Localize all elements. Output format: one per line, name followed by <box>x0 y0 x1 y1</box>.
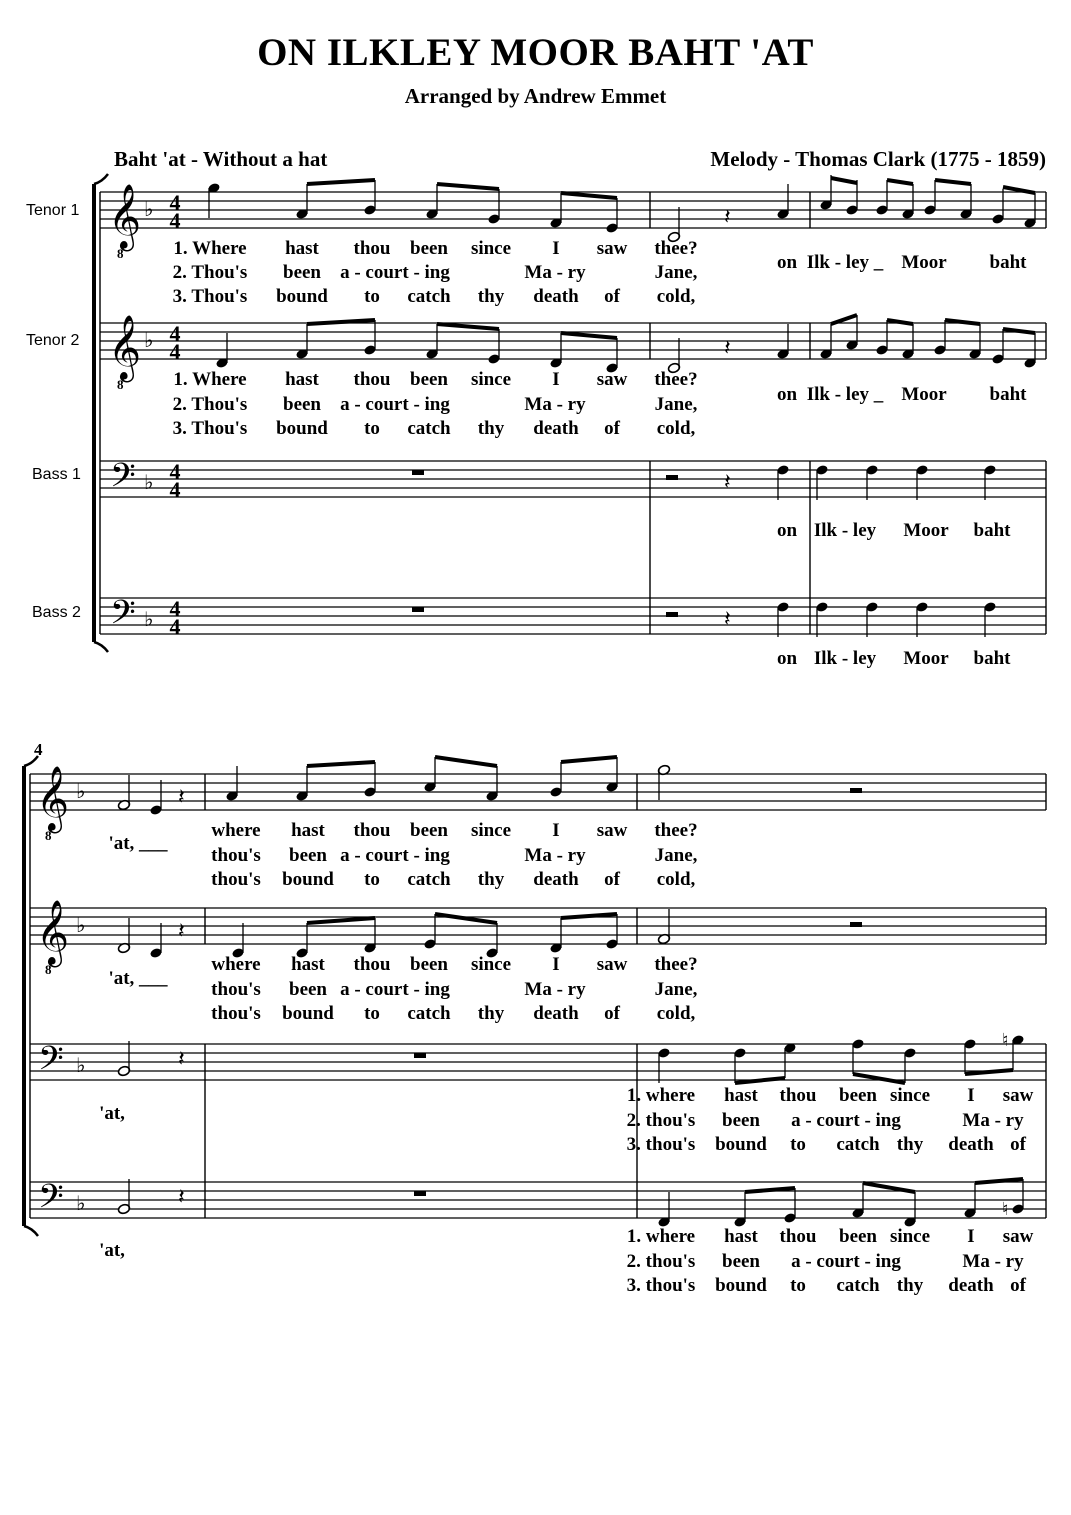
key-flat: ♭ <box>76 1191 86 1215</box>
natural-sign: ♮ <box>1002 1030 1009 1051</box>
tenor2-lyric: thou's <box>211 979 261 1000</box>
tenor1-lyric: to <box>364 869 380 890</box>
tenor2-at: 'at, ___ <box>108 968 168 989</box>
tenor1-lyric: saw <box>596 238 628 259</box>
octave-mark: 8 <box>117 246 124 261</box>
tenor2-lyric: catch <box>407 1003 451 1024</box>
time-sig-bottom: 4 <box>169 614 181 639</box>
bass1-at: 'at, <box>99 1103 125 1124</box>
bracket-end <box>94 642 108 652</box>
tenor2-lyric: since <box>470 954 512 975</box>
tenor2-lyric: a - court - ing <box>340 979 450 1000</box>
time-sig-top: 4 <box>169 321 181 346</box>
tenor2-lyric: I <box>552 954 560 975</box>
tenor2-lyric: death <box>533 1003 579 1024</box>
quarter-rest: 𝄽 <box>724 470 731 495</box>
bass2-lyric: 2. thou's <box>626 1251 696 1272</box>
tenor2-lyric: a - court - ing <box>340 394 450 415</box>
bass-clef: 𝄢 <box>38 1040 64 1086</box>
quarter-rest: 𝄽 <box>178 1185 185 1210</box>
quarter-rest: 𝄽 <box>178 1047 185 1072</box>
tenor2-lyric: thy <box>477 1003 505 1024</box>
tenor2-lyric: bound <box>276 418 328 439</box>
bass2-lyric: 3. thou's <box>626 1275 696 1296</box>
beam <box>887 180 913 184</box>
tenor2-lyric: saw <box>596 369 628 390</box>
tenor1-lyric: where <box>211 820 261 841</box>
time-sig-bottom: 4 <box>169 339 181 364</box>
quarter-rest: 𝄽 <box>724 607 731 632</box>
tenor2-lyric: thee? <box>654 954 698 975</box>
subtitle: Baht 'at - Without a hat <box>114 147 328 171</box>
tenor1-at: 'at, ___ <box>108 833 168 854</box>
lyrics <box>99 238 1034 1296</box>
tenor1-lyric: I <box>552 820 560 841</box>
tenor2-lyric: 1. Where <box>173 369 247 390</box>
bass2-lyric: since <box>889 1226 931 1247</box>
time-sig-bottom: 4 <box>169 208 181 233</box>
tenor2-lyric: catch <box>407 418 451 439</box>
bass2-refrain: Moor <box>903 648 949 669</box>
tenor2-lyric: hast <box>291 954 325 975</box>
tenor1-lyric: been <box>289 845 327 866</box>
whole-rest <box>412 470 424 475</box>
time-sig-top: 4 <box>169 190 181 215</box>
quarter-rest: 𝄽 <box>178 785 185 810</box>
bass2-lyric: hast <box>724 1226 758 1247</box>
bass2-lyric: Ma - ry <box>962 1251 1024 1272</box>
bass1-lyric: been <box>839 1085 877 1106</box>
half-rest <box>666 475 678 480</box>
tenor2-lyric: Jane, <box>654 394 698 415</box>
tenor1-lyric: thou's <box>211 845 261 866</box>
whole-rest <box>412 607 424 612</box>
beam <box>307 762 375 766</box>
tenor1-lyric: saw <box>596 820 628 841</box>
tenor2-lyric: been <box>410 369 448 390</box>
tenor2-refrain: on <box>776 384 798 405</box>
bass1-lyric: thy <box>896 1134 924 1155</box>
bass-clef: 𝄢 <box>38 1178 64 1224</box>
key-flat: ♭ <box>144 470 154 494</box>
tenor1-lyric: bound <box>282 869 334 890</box>
tenor2-lyric: I <box>552 369 560 390</box>
tenor1-refrain: baht <box>989 252 1027 273</box>
treble-clef: 𝄞 <box>108 315 142 380</box>
bracket-end <box>24 756 38 766</box>
tenor1-lyric: thou <box>353 820 391 841</box>
bass2-lyric: catch <box>836 1275 880 1296</box>
tenor1-lyric: death <box>533 286 579 307</box>
bass1-lyric: a - court - ing <box>791 1110 901 1131</box>
tenor2-lyric: Ma - ry <box>524 979 586 1000</box>
music-symbols <box>36 175 1037 1228</box>
tenor2-lyric: been <box>410 954 448 975</box>
bass2-refrain: baht <box>973 648 1011 669</box>
tenor1-lyric: thee? <box>654 820 698 841</box>
time-sig-top: 4 <box>169 596 181 621</box>
bass1-lyric: to <box>790 1134 806 1155</box>
octave-mark: 8 <box>117 377 124 392</box>
beam <box>437 184 499 189</box>
tenor2-lyric: 2. Thou's <box>172 394 248 415</box>
bass1-lyric: 3. thou's <box>626 1134 696 1155</box>
tenor1-lyric: of <box>604 286 620 307</box>
natural-sign: ♮ <box>1002 1199 1009 1220</box>
key-flat: ♭ <box>144 328 154 352</box>
bass1-lyric: of <box>1010 1134 1026 1155</box>
tenor1-lyric: been <box>283 262 321 283</box>
tenor1-lyric: cold, <box>656 286 696 307</box>
part-label-tenor-2: Tenor 2 <box>26 332 80 349</box>
bass2-lyric: thy <box>896 1275 924 1296</box>
tenor1-lyric: hast <box>285 238 319 259</box>
tenor2-lyric: 3. Thou's <box>172 418 248 439</box>
bass1-lyric: Ma - ry <box>962 1110 1024 1131</box>
treble-clef: 𝄞 <box>108 184 142 249</box>
part-label-tenor-1: Tenor 1 <box>26 202 80 219</box>
beam <box>853 1074 905 1083</box>
tenor1-lyric: 3. Thou's <box>172 286 248 307</box>
tenor1-lyric: to <box>364 286 380 307</box>
bass1-lyric: bound <box>715 1134 767 1155</box>
part-label-bass-1: Bass 1 <box>32 466 81 483</box>
bracket-end <box>94 174 108 184</box>
bass1-lyric: 2. thou's <box>626 1110 696 1131</box>
bass2-lyric: been <box>722 1251 760 1272</box>
bass2-lyric: to <box>790 1275 806 1296</box>
bass1-lyric: catch <box>836 1134 880 1155</box>
tenor2-lyric: thy <box>477 418 505 439</box>
bass1-lyric: thou <box>779 1085 817 1106</box>
tenor1-lyric: 1. Where <box>173 238 247 259</box>
tenor1-lyric: 2. Thou's <box>172 262 248 283</box>
whole-rest <box>414 1053 426 1058</box>
tenor2-refrain: baht <box>989 384 1027 405</box>
tenor2-lyric: hast <box>285 369 319 390</box>
tenor2-refrain: Moor <box>901 384 947 405</box>
bass1-refrain: Ilk - ley <box>813 520 877 541</box>
tenor1-lyric: been <box>410 820 448 841</box>
tenor1-lyric: since <box>470 820 512 841</box>
tenor2-lyric: cold, <box>656 1003 696 1024</box>
bass-clef: 𝄢 <box>110 594 136 640</box>
bass1-lyric: 1. where <box>626 1085 696 1106</box>
tenor1-lyric: Ma - ry <box>524 845 586 866</box>
bass2-lyric: a - court - ing <box>791 1251 901 1272</box>
tenor1-lyric: catch <box>407 286 451 307</box>
beam <box>435 757 497 766</box>
key-flat: ♭ <box>76 913 86 937</box>
bass1-lyric: since <box>889 1085 931 1106</box>
octave-mark: 8 <box>45 828 52 843</box>
tenor2-lyric: where <box>211 954 261 975</box>
quarter-rest: 𝄽 <box>724 336 731 361</box>
tenor1-lyric: cold, <box>656 869 696 890</box>
tenor2-lyric: of <box>604 1003 620 1024</box>
arranger: Arranged by Andrew Emmet <box>404 84 667 108</box>
quarter-rest: 𝄽 <box>724 205 731 230</box>
bass1-refrain: baht <box>973 520 1011 541</box>
composer: Melody - Thomas Clark (1775 - 1859) <box>710 147 1046 171</box>
bracket-end <box>24 1226 38 1236</box>
tenor1-lyric: catch <box>407 869 451 890</box>
bass2-lyric: of <box>1010 1275 1026 1296</box>
tenor1-lyric: Ma - ry <box>524 262 586 283</box>
beam <box>437 324 499 329</box>
tenor2-lyric: of <box>604 418 620 439</box>
tenor1-refrain: Ilk - ley _ <box>806 252 884 273</box>
tenor1-lyric: been <box>410 238 448 259</box>
key-flat: ♭ <box>144 197 154 221</box>
tenor2-lyric: bound <box>282 1003 334 1024</box>
bass1-lyric: death <box>948 1134 994 1155</box>
bass2-lyric: been <box>839 1226 877 1247</box>
tenor2-lyric: thou <box>353 954 391 975</box>
half-rest <box>666 612 678 617</box>
tenor2-lyric: cold, <box>656 418 696 439</box>
tenor2-lyric: Ma - ry <box>524 394 586 415</box>
whole-rest <box>414 1191 426 1196</box>
bass1-refrain: on <box>776 520 798 541</box>
bass2-at: 'at, <box>99 1240 125 1261</box>
tenor1-refrain: on <box>776 252 798 273</box>
measure-number: 4 <box>34 740 43 759</box>
bass1-refrain: Moor <box>903 520 949 541</box>
treble-clef: 𝄞 <box>36 900 70 965</box>
tenor1-lyric: a - court - ing <box>340 262 450 283</box>
key-flat: ♭ <box>144 607 154 631</box>
bass2-refrain: Ilk - ley <box>813 648 877 669</box>
bass2-lyric: 1. where <box>626 1226 696 1247</box>
tenor1-lyric: Jane, <box>654 262 698 283</box>
key-flat: ♭ <box>76 1053 86 1077</box>
tenor2-lyric: to <box>364 1003 380 1024</box>
bass-clef: 𝄢 <box>110 457 136 503</box>
tenor1-lyric: thou <box>353 238 391 259</box>
beam <box>307 918 375 923</box>
tenor2-lyric: been <box>289 979 327 1000</box>
tenor1-lyric: death <box>533 869 579 890</box>
tenor1-lyric: thou's <box>211 869 261 890</box>
beam <box>735 1078 785 1083</box>
tenor2-refrain: Ilk - ley _ <box>806 384 884 405</box>
time-sig-top: 4 <box>169 459 181 484</box>
tenor2-lyric: Jane, <box>654 979 698 1000</box>
tenor2-lyric: thou <box>353 369 391 390</box>
bass2-lyric: I <box>967 1226 975 1247</box>
beam <box>561 333 617 338</box>
beam <box>561 193 617 198</box>
bass2-lyric: saw <box>1002 1226 1034 1247</box>
beam <box>307 180 375 184</box>
key-flat: ♭ <box>76 779 86 803</box>
tenor1-lyric: Jane, <box>654 845 698 866</box>
tenor1-lyric: thy <box>477 869 505 890</box>
treble-clef: 𝄞 <box>36 766 70 831</box>
bass2-lyric: bound <box>715 1275 767 1296</box>
tenor2-lyric: saw <box>596 954 628 975</box>
tenor1-lyric: I <box>552 238 560 259</box>
bass1-lyric: hast <box>724 1085 758 1106</box>
tenor2-lyric: been <box>283 394 321 415</box>
tenor2-lyric: thou's <box>211 1003 261 1024</box>
tenor1-lyric: since <box>470 238 512 259</box>
tenor2-lyric: death <box>533 418 579 439</box>
tenor1-lyric: a - court - ing <box>340 845 450 866</box>
tenor1-lyric: thee? <box>654 238 698 259</box>
bass2-lyric: thou <box>779 1226 817 1247</box>
octave-mark: 8 <box>45 962 52 977</box>
beam <box>935 180 971 184</box>
bass1-lyric: been <box>722 1110 760 1131</box>
tenor1-lyric: thy <box>477 286 505 307</box>
half-rest <box>850 788 862 793</box>
bass2-refrain: on <box>776 648 798 669</box>
tenor1-refrain: Moor <box>901 252 947 273</box>
tenor1-lyric: hast <box>291 820 325 841</box>
beam <box>831 178 857 183</box>
page-title: ON ILKLEY MOOR BAHT 'AT <box>257 31 814 74</box>
tenor2-lyric: to <box>364 418 380 439</box>
time-sig-bottom: 4 <box>169 477 181 502</box>
half-rest <box>850 922 862 927</box>
beam <box>435 914 497 923</box>
tenor1-lyric: bound <box>276 286 328 307</box>
bass1-lyric: I <box>967 1085 975 1106</box>
beam <box>561 757 617 762</box>
bass1-lyric: saw <box>1002 1085 1034 1106</box>
tenor2-lyric: thee? <box>654 369 698 390</box>
bass2-lyric: death <box>948 1275 994 1296</box>
tenor2-lyric: since <box>470 369 512 390</box>
quarter-rest: 𝄽 <box>178 919 185 944</box>
part-label-bass-2: Bass 2 <box>32 604 81 621</box>
tenor1-lyric: of <box>604 869 620 890</box>
